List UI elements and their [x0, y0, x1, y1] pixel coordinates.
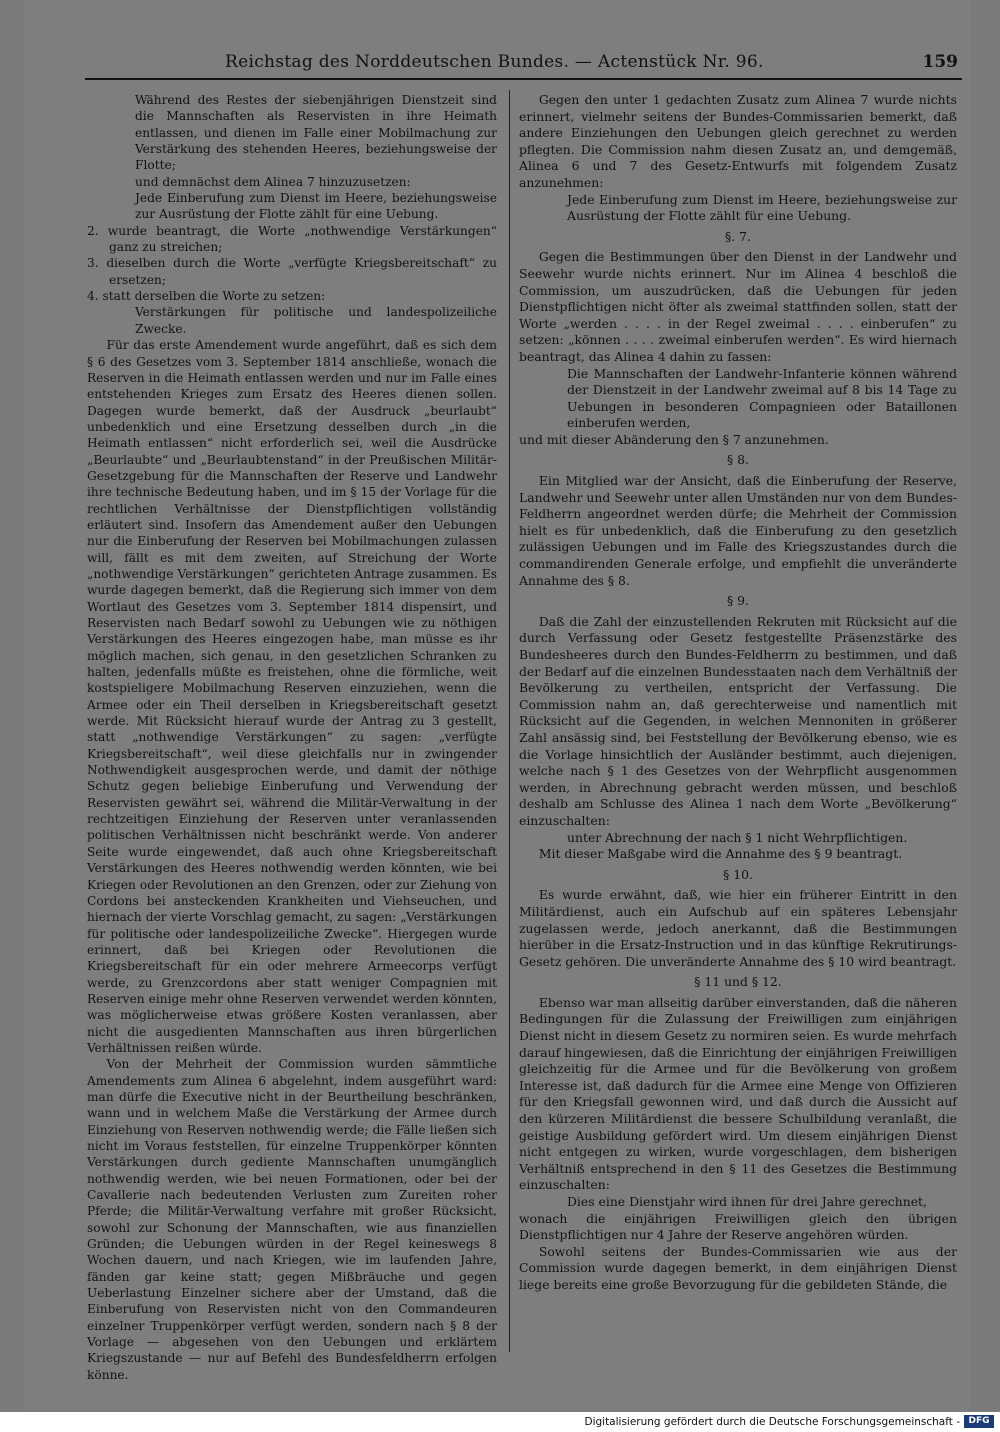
paragraph: und mit dieser Abänderung den § 7 anzunehmen. [519, 431, 829, 447]
paragraph: Gegen die Bestimmungen über den Dienst in der Landwehr und Seewehr wurde nichts erinnert. Nur im Alinea 4 beschloß die Commission, um auszudrücken, daß die Uebungen für jeden Dienstpflichtigen nicht öfter als zweimal stattfinden sollen, statt der Worte „werden . . . . in der Regel zweimal . . . . einberufen“ zu setzen: „können . . . . zweimal einberufen werden“. Es wird hiernach beantragt, das Alinea 4 dahin zu fassen: [519, 249, 957, 364]
document-page [25, 0, 970, 1412]
paragraph: Für das erste Amendement wurde angeführt, daß es sich dem § 6 des Gesetzes vom 3. September 1814 anschließe, wonach die Reserven in die Heimath entlassen werden und nur im Falle eines entstehenden Krieges zum Ersatz des Heeres dienen sollen. Dagegen wurde bemerkt, daß der Ausdruck „beurlaubt“ unbedenklich und eine Ersetzung desselben durch „in die Heimath entlassen“ nicht erforderlich sei, weil die Ausdrücke „Beurlaubte“ und „Beurlaubtenstand“ in der Preußischen Militär-Gesetzgebung für die Mannschaften der Reserve und Landwehr ihre technische Bedeutung haben, und im § 15 der Vorlage für die rechtlichen Verhältnisse der Dienstpflichtigen vollständig erläutert sind. Insofern das Amendement außer den Uebungen nur die Einberufung der Reserven bei Mobilmachungen zulassen will, fällt es mit dem zweiten, auf Streichung der Worte „nothwendige Verstärkungen“ gerichteten Antrage zusammen. Es wurde dagegen bemerkt, daß die Regierung sich immer von dem Wortlaut des Gesetzes vom 3. September 1814 dispensirt, und Reservisten nach Bedarf sowohl zu Uebungen wie zu nöthigen Verstärkungen des Heeres eingezogen habe, man müsse es ihr möglich machen, sich genau, in den gesetzlichen Schranken zu halten, jedenfalls müßte es freistehen, ohne die förmliche, weit kostspieligere Mobilmachung Reserven einzuziehen, wenn die Armee oder ein Theil derselben in Kriegsbereitschaft gesetzt werde. Mit Rücksicht hierauf wurde der Antrag zu 3 gestellt, statt „nothwendige Verstärkungen“ zu sagen: „verfügte Kriegsbereitschaft“, weil diese gleichfalls nur in zwingender Nothwendigkeit ausgesprochen werde, und damit der nöthige Schutz gegen beliebige Einberufung und Verwendung der Reservisten gewährt sei, während die Militär-Verwaltung in der rechtzeitigen Einziehung der Reserven unter veranlassenden politischen Verhältnissen nicht beschränkt werde. Von anderer Seite wurde eingewendet, daß auch ohne Kriegsbereitschaft Verstärkungen des Heeres nothwendig werden könnten, wie bei Kriegen oder Revolutionen an den Grenzen, oder zur Ziehung von Cordons bei ansteckenden Krankheiten und Viehseuchen, und hiernach der vierte Vorschlag gemacht, zu sagen: „Verstärkungen für politische oder landespolizeiliche Zwecke“. Hiergegen wurde erinnert, daß bei Kriegen oder Revolutionen die Kriegsbereitschaft für ein oder mehrere Armeecorps verfügt werde, zu Grenzcordons aber statt weniger Compagnien mit Reserven einige mehr ohne Reserven verwendet werden könnten, was möglicherweise etwas größere Kosten veranlassen, aber nicht die ausgedienten Mannschaften aus ihren bürgerlichen Verhältnissen reißen würde. [87, 338, 497, 1055]
section-heading: § 9. [727, 593, 749, 609]
paragraph: und demnächst dem Alinea 7 hinzuzusetzen: [135, 174, 411, 189]
paragraph: Daß die Zahl der einzustellenden Rekruten mit Rücksicht auf die durch Verfassung oder Gesetz festgestellte Präsenzstärke des Bundesheeres durch den Bundes-Feldherrn zu bestimmen, und daß der Bedarf auf die einzelnen Bundesstaaten nach dem Verhältniß der Bevölkerung zu vertheilen, entspricht der Verfassung. Die Commission nahm an, daß gerechterweise und namentlich mit Rücksicht auf die Gegenden, in welchen Mennoniten in größerer Zahl ansässig sind, bei Feststellung der Bevölkerung ebenso, wie es die Vorlage hinsichtlich der Ausländer bestimmt, auch diejenigen, welche nach § 1 des Gesetzes von der Wehrpflicht ausgenommen werden, in Abrechnung gebracht werden müssen, und beschloß deshalb am Schlusse des Alinea 1 nach dem Worte „Bevölkerung“ einzuschalten: [519, 613, 957, 828]
paragraph: Es wurde erwähnt, daß, wie hier ein früherer Eintritt in den Militärdienst, auch ein Aufschub auf ein späteres Lebensjahr zugelassen werde, jedoch anerkannt, daß die Bestimmungen hierüber in die Ersatz-Instruction und in das künftige Rekrutirungs-Gesetz gehören. Die unveränderte Annahme des § 10 wird beantragt. [519, 887, 957, 969]
paragraph: Gegen den unter 1 gedachten Zusatz zum Alinea 7 wurde nichts erinnert, vielmehr seitens der Bundes-Commissarien bemerkt, daß andere Einziehungen den Uebungen gleich gerechnet zu werden pflegten. Die Commission nahm diesen Zusatz an, und demgemäß, Alinea 6 und 7 des Gesetz-Entwurfs mit folgendem Zusatz anzunehmen: [519, 92, 957, 190]
page-header [25, 52, 970, 76]
paragraph: unter Abrechnung der nach § 1 nicht Wehrpflichtigen. [567, 829, 908, 845]
paragraph: Jede Einberufung zum Dienst im Heere, beziehungsweise zur Ausrüstung der Flotte zählt für eine Uebung. [135, 191, 497, 222]
page-number: 159 [922, 52, 958, 72]
paragraph: wonach die einjährigen Freiwilligen gleich den übrigen Dienstpflichtigen nur 4 Jahre der Reserve angehören würden. [519, 1210, 957, 1243]
paragraph: 2. wurde beantragt, die Worte „nothwendige Verstärkungen“ ganz zu streichen; [87, 223, 497, 255]
dfg-logo: DFG [964, 1415, 994, 1428]
left-column [87, 92, 497, 1383]
paragraph: 3. dieselben durch die Worte „verfügte Kriegsbereitschaft“ zu ersetzen; [87, 256, 497, 287]
section-heading: § 11 und § 12. [694, 974, 782, 990]
paragraph: Von der Mehrheit der Commission wurden sämmtliche Amendements zum Alinea 6 abgelehnt, indem ausgeführt ward: man dürfe die Executive nicht in der Beurtheilung beschränken, wann und in welchem Maße die Verstärkung der Armee durch Einziehung von Reserven nothwendig werde; die Fälle ließen sich nicht im Voraus feststellen, für einzelne Truppenkörper könnten Verstärkungen durch gediente Mannschaften unumgänglich nothwendig werden, wie bei neuen Formationen, oder bei der Cavallerie nach bedeutenden Verlusten zum Zureiten roher Pferde; die Militär-Verwaltung verfahre mit großer Rücksicht, sowohl zur Schonung der Mannschaften, wie aus finanziellen Gründen; die Uebungen würden in der Regel keineswegs 8 Wochen dauern, und nach Kriegen, wie im laufenden Jahre, fänden gar keine statt; gegen Mißbräuche und gegen Ueberlastung Einzelner sichere aber der Umstand, daß die Einberufung von Reservisten nicht von den Commandeuren einzelner Truppenkörper verfügt werden, sondern nach § 8 der Vorlage — abgesehen von den Uebungen und erklärtem Kriegszustande — nur auf Befehl des Bundesfeldherrn erfolgen könne. [87, 1057, 497, 1382]
paragraph: Die Mannschaften der Landwehr-Infanterie können während der Dienstzeit in der Landwehr zweimal auf 8 bis 14 Tage zu Uebungen in besonderen Compagnieen oder Bataillonen einberufen werden, [567, 365, 957, 431]
paragraph: Mit dieser Maßgabe wird die Annahme des § 9 beantragt. [538, 846, 903, 862]
section-heading: §. 7. [725, 228, 751, 244]
paragraph: Ebenso war man allseitig darüber einverstanden, daß die näheren Bedingungen für die Zulassung der Freiwilligen zum einjährigen Dienst nicht in diesem Gesetz zu normiren seien. Es wurde mehrfach darauf hingewiesen, daß die Einrichtung der einjährigen Freiwilligen gleichzeitig für die Armee und für die Bevölkerung von großem Interesse ist, daß dadurch für die Armee eine Menge von Offizieren für den Kriegsfall gewonnen wird, und daß durch die Aussicht auf den kürzeren Militärdienst die bessere Schulbildung veranlaßt, die geistige Ausbildung gefördert wird. Um diesem einjährigen Dienst nicht entgegen zu wirken, wurde vorgeschlagen, dem bisherigen Verhältniß entsprechend in den § 11 des Gesetzes die Bestimmung einzuschalten: [519, 994, 957, 1193]
paragraph: Verstärkungen für politische und landespolizeiliche Zwecke. [135, 305, 497, 336]
column-divider [509, 90, 510, 1352]
header-rule [85, 78, 962, 80]
paragraph: Während des Restes der siebenjährigen Dienstzeit sind die Mannschaften als Reservisten in ihre Heimath entlassen, und dienen im Falle einer Mobilmachung zur Verstärkung des stehenden Heeres, beziehungsweise der Flotte; [135, 93, 497, 173]
paragraph: 4. statt derselben die Worte zu setzen: [87, 289, 326, 304]
paragraph: Sowohl seitens der Bundes-Commissarien wie aus der Commission wurde dagegen bemerkt, in dem einjährigen Dienst liege bereits eine große Bevorzugung für die gebildeten Stände, die [519, 1243, 957, 1292]
funding-note: Digitalisierung gefördert durch die Deutsche Forschungsgemeinschaft - [584, 1416, 960, 1428]
paragraph: Ein Mitglied war der Ansicht, daß die Einberufung der Reserve, Landwehr und Seewehr unter allen Umständen nur von dem Bundes-Feldherrn angeordnet werden dürfe; die Mehrheit der Commission hielt es für unbedenklich, daß die Einberufung zu den gesetzlich zulässigen Uebungen und im Falle des Kriegszustandes durch die commandirenden Generale erfolge, und empfiehlt die unveränderte Annahme des § 8. [519, 473, 957, 588]
section-heading: § 8. [727, 452, 749, 468]
section-heading: § 10. [723, 866, 753, 882]
running-title: Reichstag des Norddeutschen Bundes. — Actenstück Nr. 96. [225, 52, 764, 72]
paragraph: Jede Einberufung zum Dienst im Heere, beziehungsweise zur Ausrüstung der Flotte zählt für eine Uebung. [567, 191, 957, 224]
footer-bar [0, 1412, 1000, 1432]
paragraph: Dies eine Dienstjahr wird ihnen für drei Jahre gerechnet, [567, 1194, 927, 1209]
right-column [519, 92, 957, 1294]
